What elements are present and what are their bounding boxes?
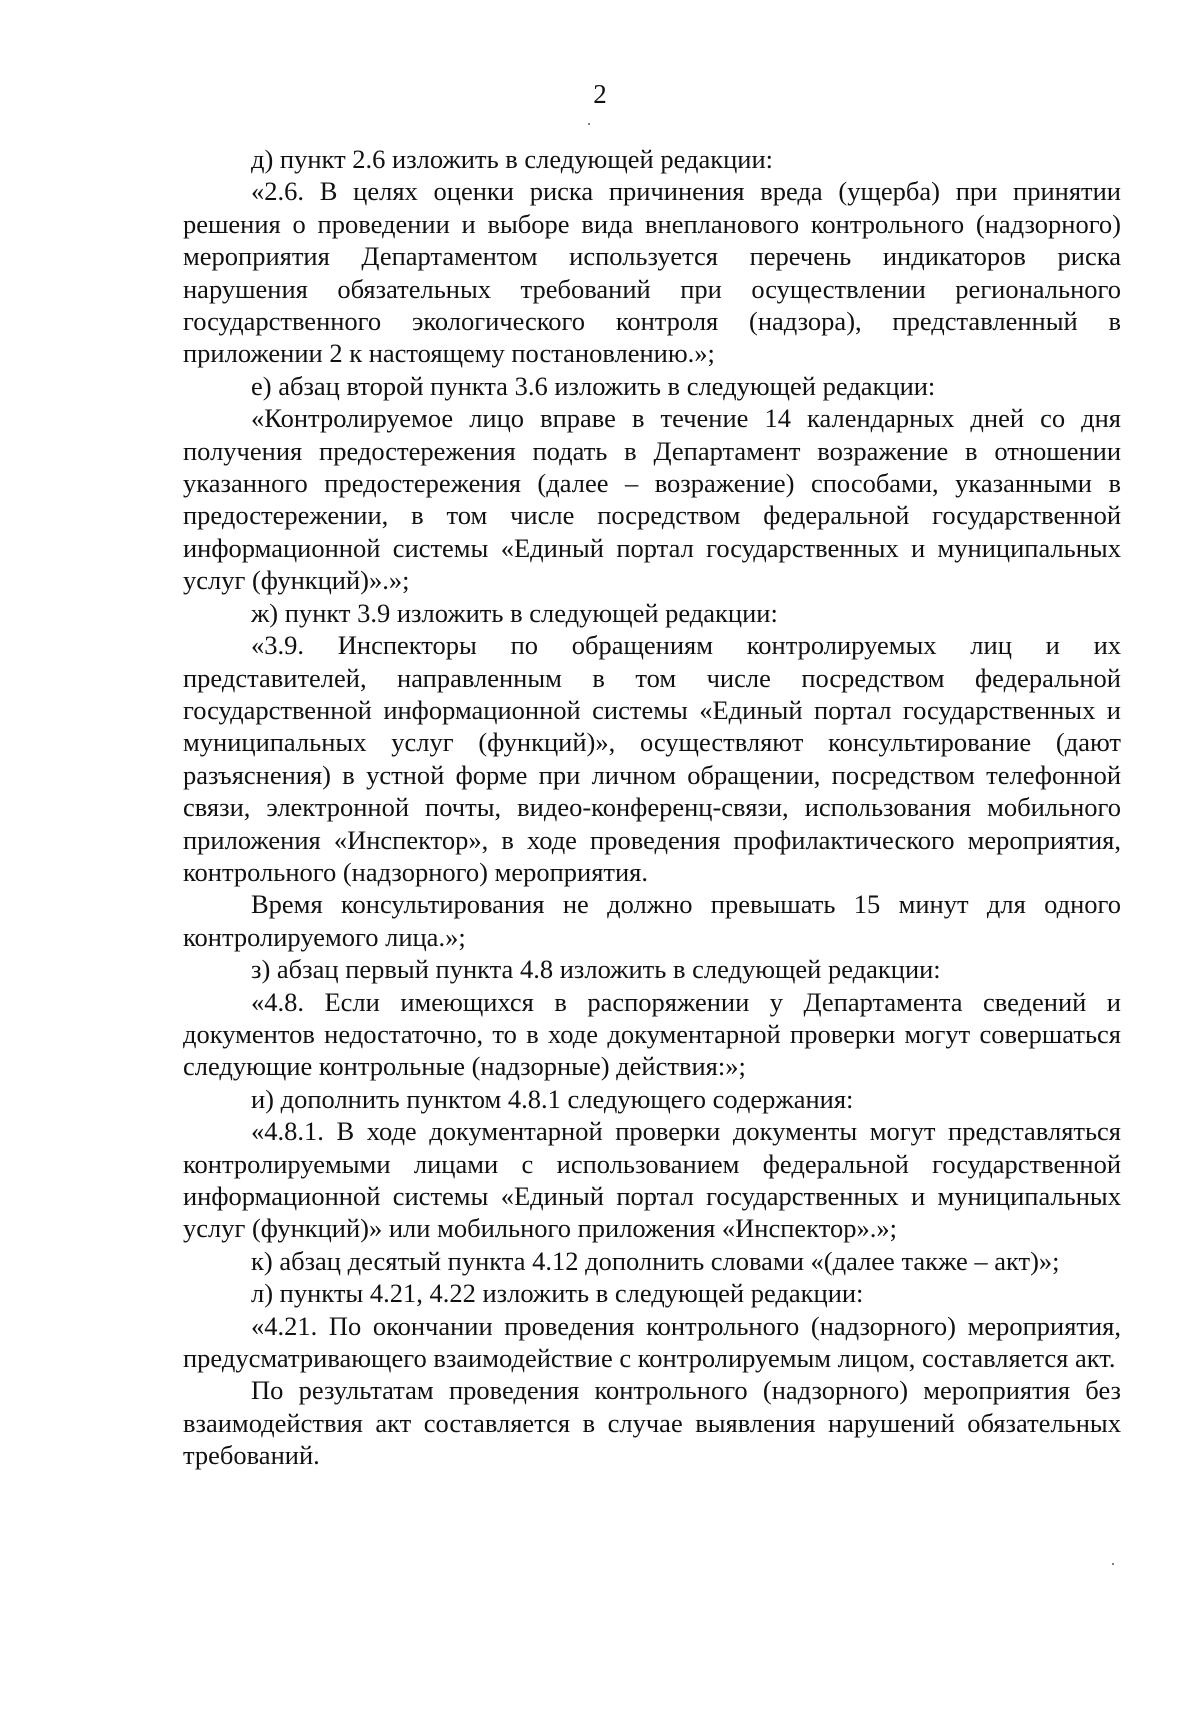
paragraph-item-d: д) пункт 2.6 изложить в следующей редакции: xyxy=(251,144,774,174)
page-number: 2 xyxy=(593,79,607,109)
document-body xyxy=(183,143,1121,1472)
paragraph-item-z: з) абзац первый пункта 4.8 изложить в следующей редакции: xyxy=(251,954,941,985)
scan-speck xyxy=(1112,1563,1114,1565)
paragraph-quote-4-8-1: «4.8.1. В ходе документарной проверки документы могут представляться контролируемыми лицами с использованием федеральной государственной информационной системы «Единый портал государственных и муниципальных услуг (функций)» или мобильного приложения «Инспектор».»; xyxy=(183,1116,1121,1244)
paragraph-consultation-time: Время консультирования не должно превышать 15 минут для одного контролируемого лица.»; xyxy=(183,889,1121,952)
paragraph-quote-3-6: «Контролируемое лицо вправе в течение 14 календарных дней со дня получения предостережения подать в Департамент возражение в отношении указанного предостережения (далее – возражение) способами, указанными в предостережении, в том числе посредством федеральной государственной информационной системы «Единый портал государственных и муниципальных услуг (функций)».»; xyxy=(183,403,1121,596)
paragraph-item-zh: ж) пункт 3.9 изложить в следующей редакции: xyxy=(251,597,778,628)
paragraph-quote-2-6: «2.6. В целях оценки риска причинения вреда (ущерба) при принятии решения о проведении и выборе вида внепланового контрольного (надзорного) мероприятия Департаментом используется перечень индикаторов риска нарушения обязательных требований при осуществлении регионального государственного экологического контроля (надзора), представленный в приложении 2 к настоящему постановлению.»; xyxy=(183,176,1121,369)
paragraph-item-l: л) пункты 4.21, 4.22 изложить в следующей редакции: xyxy=(251,1278,864,1309)
paragraph-quote-4-8: «4.8. Если имеющихся в распоряжении у Департамента сведений и документов недостаточно, то в ходе документарной проверки могут совершаться следующие контрольные (надзорные) действия:»; xyxy=(183,986,1121,1082)
paragraph-item-i: и) дополнить пунктом 4.8.1 следующего содержания: xyxy=(251,1083,854,1114)
paragraph-quote-4-21: «4.21. По окончании проведения контрольного (надзорного) мероприятия, предусматривающего взаимодействие с контролируемым лицом, составляется акт. xyxy=(183,1310,1121,1374)
paragraph-item-k: к) абзац десятый пункта 4.12 дополнить словами «(далее также – акт)»; xyxy=(251,1245,1060,1276)
paragraph-item-e: е) абзац второй пункта 3.6 изложить в следующей редакции: xyxy=(251,370,936,401)
paragraph-act-results: По результатам проведения контрольного (надзорного) мероприятия без взаимодействия акт составляется в случае выявления нарушений обязательных требований. xyxy=(183,1375,1121,1471)
scan-speck xyxy=(588,123,590,125)
paragraph-quote-3-9: «3.9. Инспекторы по обращениям контролируемых лиц и их представителей, направленным в том числе посредством федеральной государственной информационной системы «Единый портал государственных и муниципальных услуг (функций)», осуществляют консультирование (дают разъяснения) в устной форме при личном обращении, посредством телефонной связи, электронной почты, видео-конференц-связи, использования мобильного приложения «Инспектор», в ходе проведения профилактического мероприятия, контрольного (надзорного) мероприятия. xyxy=(183,630,1121,887)
